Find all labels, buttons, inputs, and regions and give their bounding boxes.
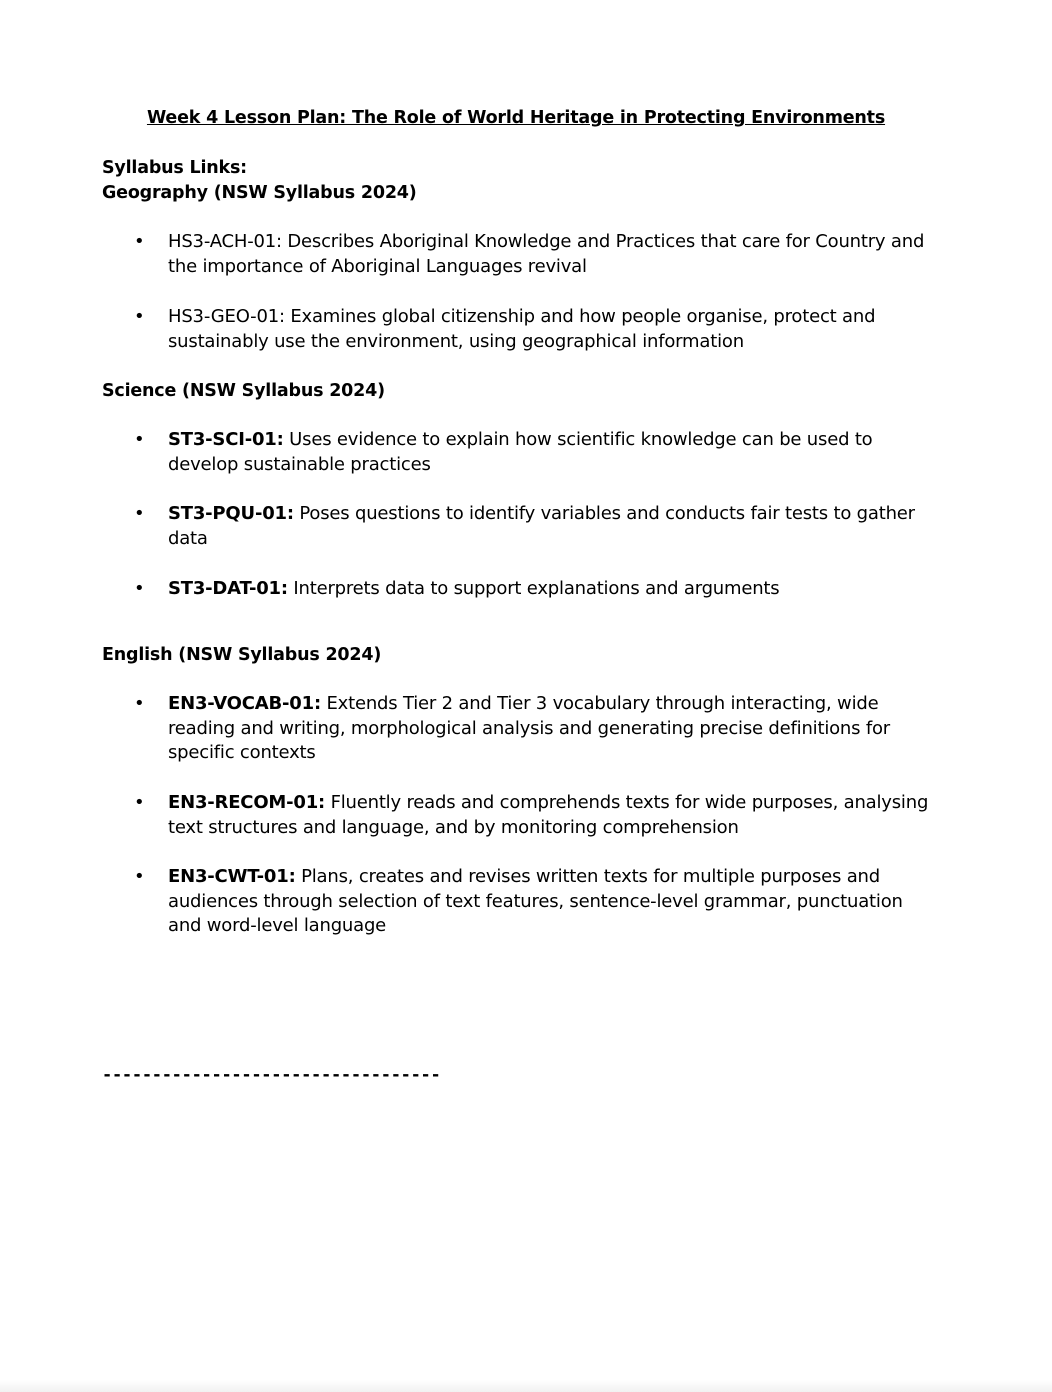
outcome-text: Uses evidence to explain how scientific knowledge can be used to develop sustainable practices: [168, 429, 873, 475]
outcome-text: Fluently reads and comprehends texts for wide purposes, analysing text structures and language, and by monitoring comprehension: [168, 792, 929, 838]
english-outcome-3: [134, 865, 938, 939]
outcome-code: ST3-PQU-01:: [168, 503, 294, 524]
outcome-code: EN3-RECOM-01:: [168, 792, 326, 813]
bullet-icon: •: [134, 578, 145, 599]
bullet-icon: •: [134, 792, 145, 813]
outcome-text: HS3-ACH-01: Describes Aboriginal Knowledge and Practices that care for Country and the importance of Aboriginal Languages revival: [168, 231, 925, 277]
geography-heading: Geography (NSW Syllabus 2024): [102, 183, 417, 203]
bullet-icon: •: [134, 693, 145, 714]
english-outcome-2: [134, 791, 938, 840]
geography-outcome-2: [134, 305, 938, 354]
bullet-icon: •: [134, 866, 145, 887]
bullet-icon: •: [134, 429, 145, 450]
science-outcome-3: [134, 577, 938, 602]
outcome-text: Extends Tier 2 and Tier 3 vocabulary through interacting, wide reading and writing, morphological analysis and generating precise definitions for specific contexts: [168, 693, 890, 764]
english-heading: English (NSW Syllabus 2024): [102, 645, 382, 665]
bullet-icon: •: [134, 306, 145, 327]
science-outcome-1: [134, 428, 938, 477]
english-outcome-1: [134, 692, 938, 766]
outcome-text: Interprets data to support explanations and arguments: [287, 578, 780, 599]
science-heading: Science (NSW Syllabus 2024): [102, 381, 385, 401]
geography-outcome-1: [134, 230, 938, 279]
bullet-icon: •: [134, 503, 145, 524]
outcome-code: ST3-DAT-01:: [168, 578, 288, 599]
science-outcome-2: [134, 502, 938, 551]
outcome-text: Poses questions to identify variables and conducts fair tests to gather data: [168, 503, 915, 549]
syllabus-links-label: Syllabus Links:: [102, 158, 247, 178]
page-bottom-edge: [0, 1380, 1052, 1392]
outcome-text: Plans, creates and revises written texts for multiple purposes and audiences through selection of text features, sentence-level grammar, punctuation and word-level language: [168, 866, 903, 937]
outcome-code: EN3-VOCAB-01:: [168, 693, 321, 714]
lesson-plan-title: Week 4 Lesson Plan: The Role of World Heritage in Protecting Environments: [146, 108, 886, 128]
outcome-text: HS3-GEO-01: Examines global citizenship and how people organise, protect and sustainably use the environment, using geographical information: [168, 306, 876, 352]
outcome-code: ST3-SCI-01:: [168, 429, 284, 450]
outcome-code: EN3-CWT-01:: [168, 866, 296, 887]
separator-line: ----------------------------------: [102, 1065, 441, 1085]
bullet-icon: •: [134, 231, 145, 252]
